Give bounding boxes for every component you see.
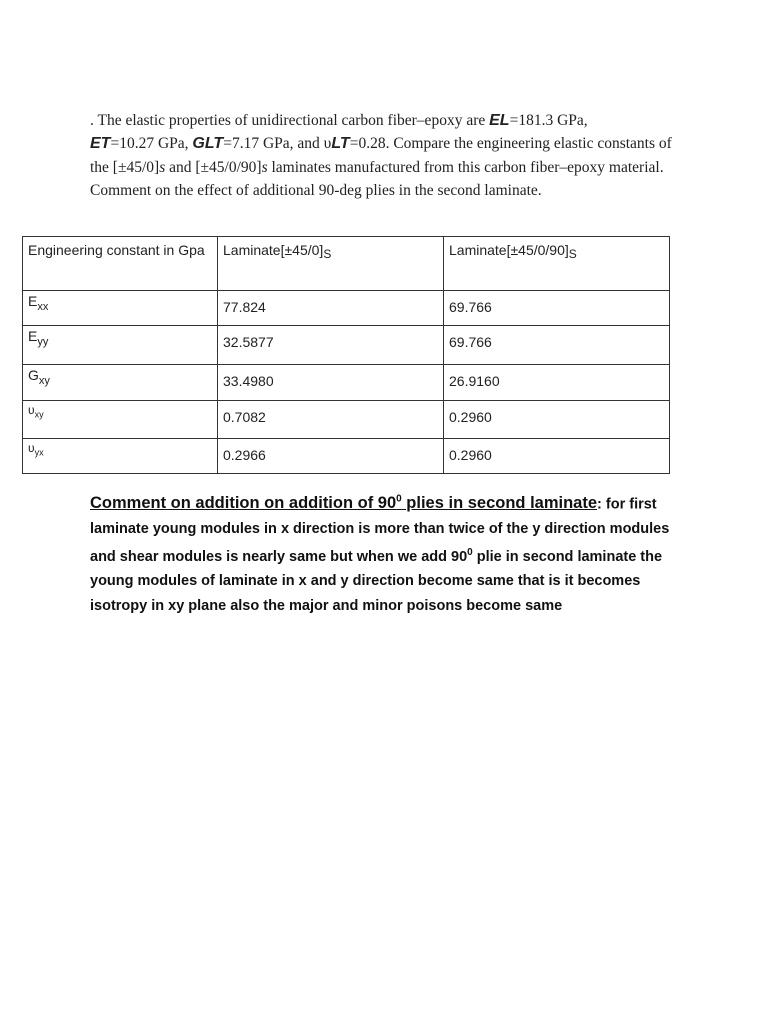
problem-mid: and [±45/0/90]	[165, 158, 262, 176]
comment-heading-post: plies in second laminate	[401, 494, 598, 512]
property-symbol: E	[28, 293, 38, 309]
header-laminate-2-label: Laminate[±45/0/90]	[449, 242, 569, 258]
value-laminate-2: 69.766	[444, 326, 670, 365]
engineering-constants-table	[22, 236, 670, 474]
value-laminate-1: 32.5877	[218, 326, 444, 365]
property-subscript: xy	[34, 409, 44, 420]
property-subscript: yx	[34, 447, 44, 458]
value-et: =10.27 GPa,	[110, 135, 193, 152]
property-exx	[23, 291, 218, 326]
table-row	[23, 401, 670, 439]
comment-heading	[90, 494, 597, 512]
comment-text-a: : for first laminate young modules in x direction is more than twice of the y direction modules and shear modules is nearly same but when we add 90	[90, 496, 670, 565]
problem-tail: laminates manufactured from this carbon fiber–epoxy material. Comment on the effect of additional 90-deg plies in the second laminate.	[90, 158, 664, 199]
property-subscript: yy	[37, 335, 49, 348]
table-header-row	[23, 237, 670, 291]
property-eyy	[23, 326, 218, 365]
header-laminate-1	[218, 237, 444, 291]
value-laminate-1: 0.7082	[218, 401, 444, 439]
comment-text-sup: 0	[467, 547, 473, 558]
property-nuxy	[23, 401, 218, 439]
header-laminate-1-sub: S	[323, 247, 332, 261]
problem-lead: . The elastic properties of unidirectional carbon fiber–epoxy are	[90, 111, 490, 129]
table-row	[23, 365, 670, 401]
value-laminate-2: 69.766	[444, 291, 670, 326]
header-laminate-1-label: Laminate[±45/0]	[223, 242, 324, 258]
property-nuyx	[23, 439, 218, 474]
property-subscript: xx	[37, 300, 49, 313]
value-laminate-2: 0.2960	[444, 401, 670, 439]
header-laminate-2-sub: S	[568, 247, 577, 261]
table-row	[23, 291, 670, 326]
subscript-s-1: s	[159, 158, 166, 176]
symbol-lt: LT	[331, 135, 350, 152]
table-row	[23, 439, 670, 474]
value-laminate-2: 26.9160	[444, 365, 670, 401]
symbol-nu: υ	[323, 135, 332, 152]
symbol-glt: GLT	[192, 135, 224, 152]
value-laminate-2: 0.2960	[444, 439, 670, 474]
property-subscript: xy	[38, 374, 50, 387]
property-symbol: υ	[28, 441, 35, 455]
comment-paragraph	[90, 488, 690, 619]
value-lt: =0.28. Compare the engineering elastic constants of the [±45/0]	[90, 135, 672, 176]
comment-text-b: plie in second laminate the young modules of laminate in x and y direction become same that is it becomes isotropy in xy plane also the major and minor poisons become same	[90, 548, 663, 614]
symbol-et: ET	[90, 135, 111, 152]
value-el: =181.3 GPa,	[509, 111, 588, 129]
subscript-s-2: s	[261, 158, 268, 176]
property-symbol: G	[28, 367, 39, 383]
table-row	[23, 326, 670, 365]
header-laminate-2	[444, 237, 670, 291]
property-gxy	[23, 365, 218, 401]
symbol-el: EL	[489, 111, 510, 129]
value-laminate-1: 0.2966	[218, 439, 444, 474]
problem-statement	[90, 109, 680, 203]
property-symbol: E	[28, 328, 38, 344]
value-glt: =7.17 GPa, and	[223, 135, 324, 152]
comment-heading-pre: Comment on addition on addition of 90	[90, 494, 397, 512]
value-laminate-1: 77.824	[218, 291, 444, 326]
comment-heading-sup: 0	[396, 493, 402, 505]
header-engineering-constant: Engineering constant in Gpa	[23, 237, 218, 291]
value-laminate-1: 33.4980	[218, 365, 444, 401]
property-symbol: υ	[28, 403, 35, 417]
